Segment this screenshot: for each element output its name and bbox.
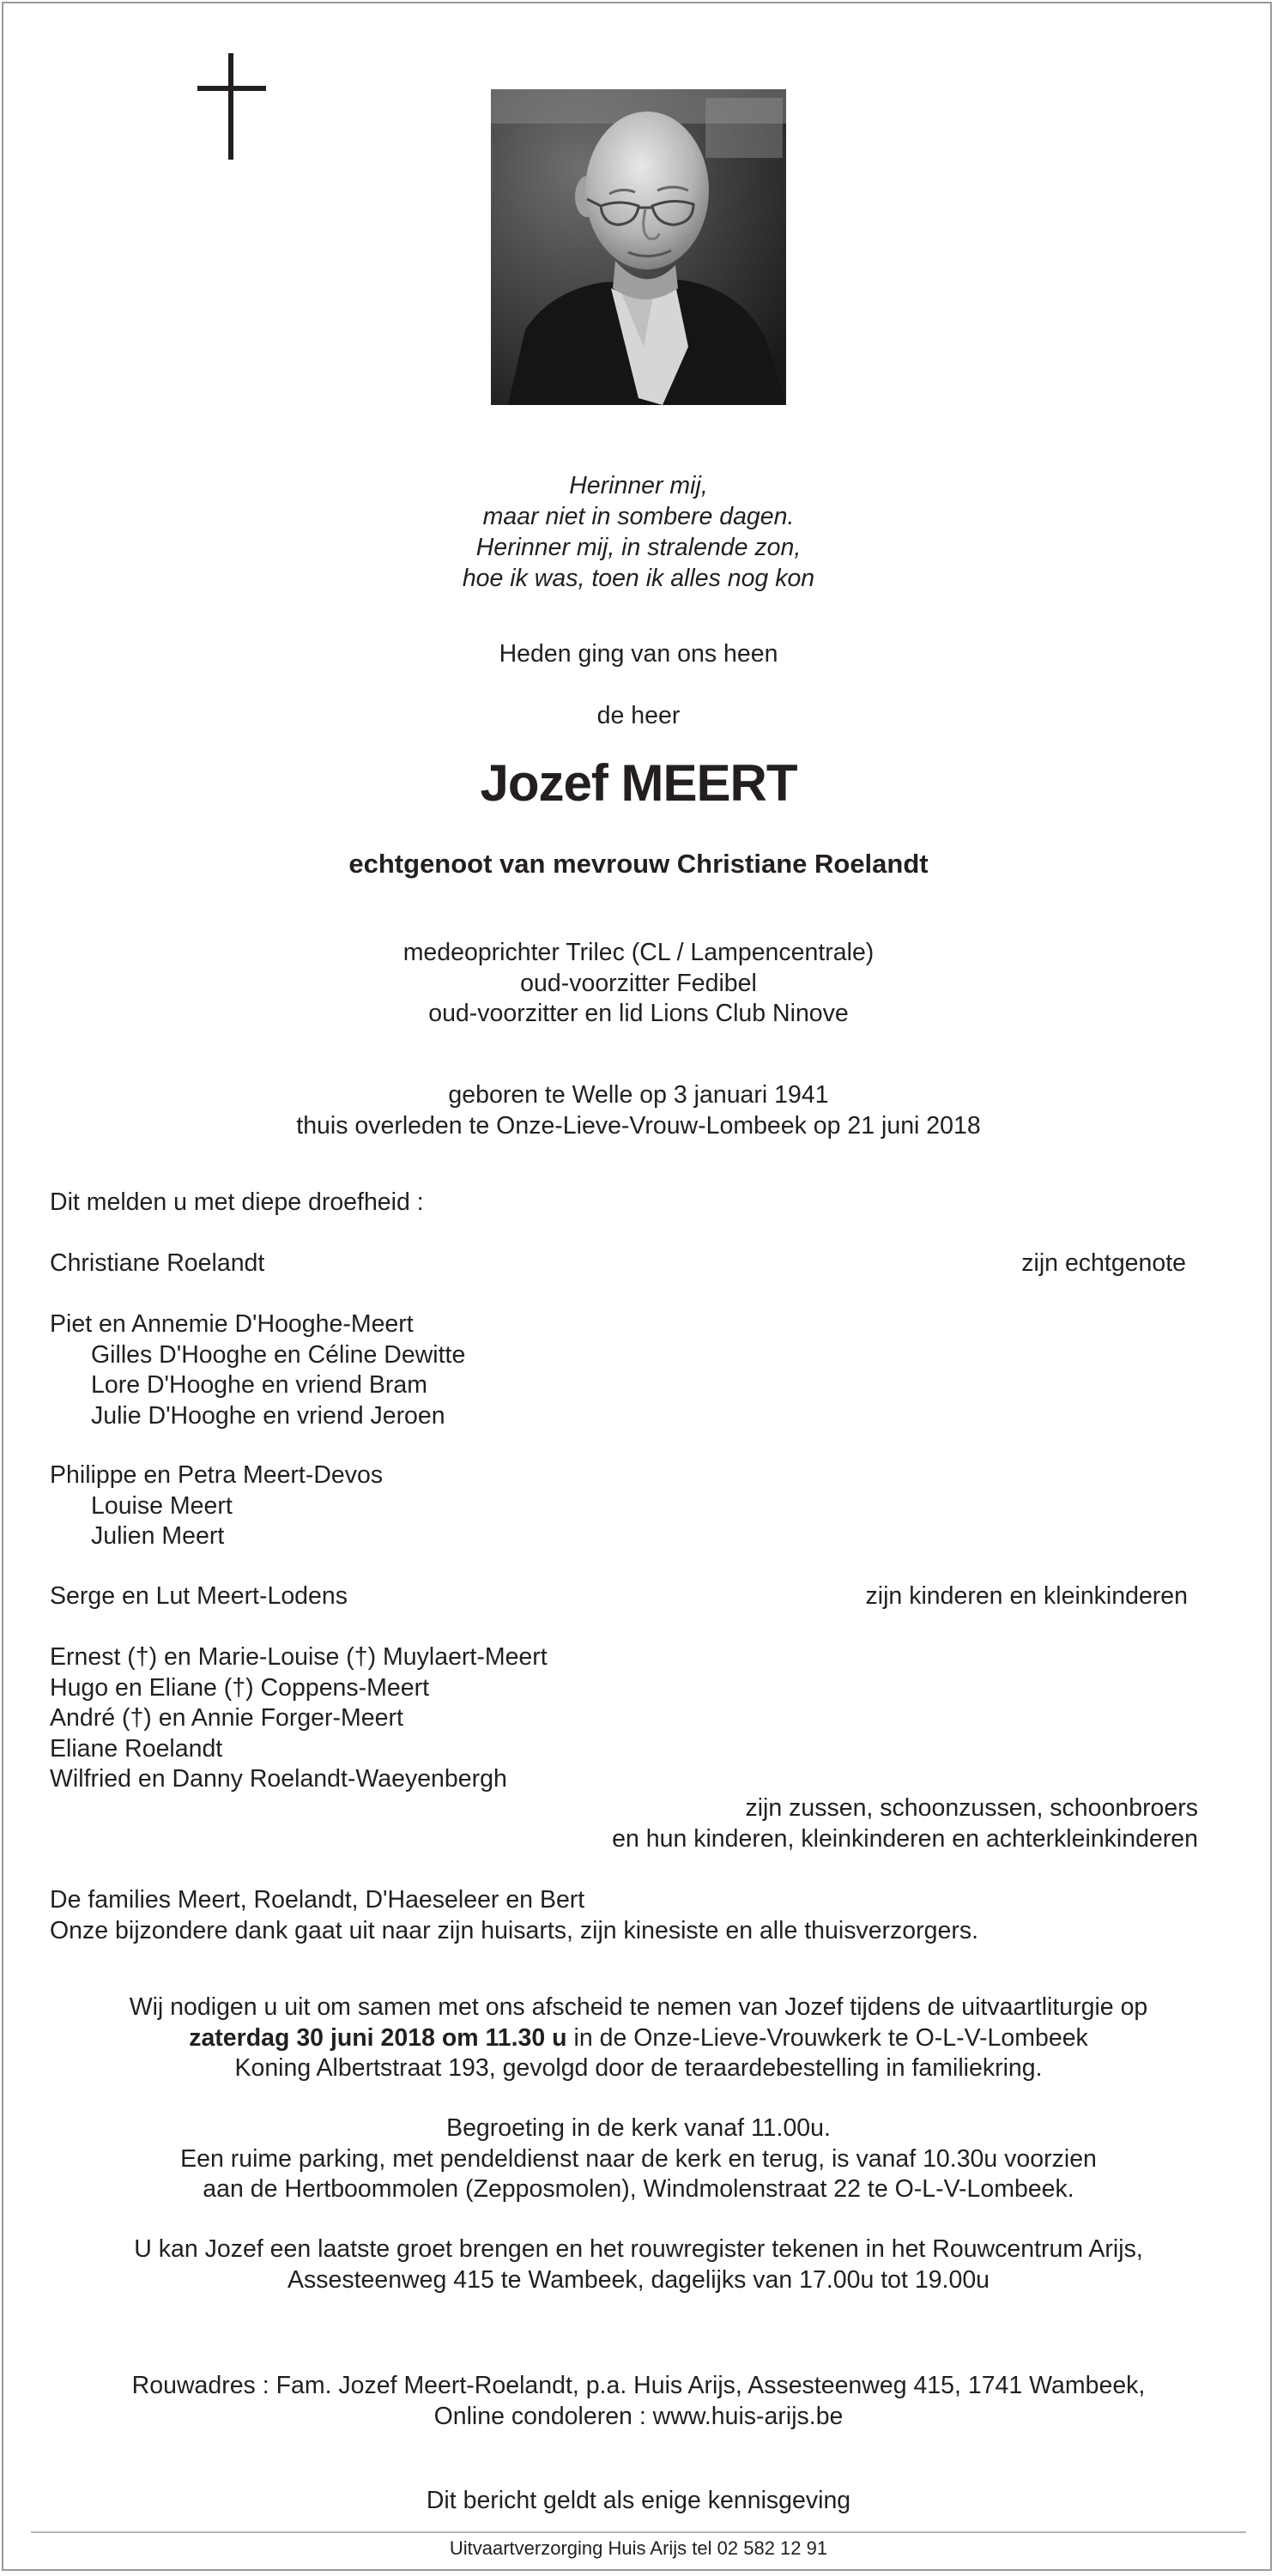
role-line: oud-voorzitter en lid Lions Club Ninove [428,1000,849,1027]
poem-line: Herinner mij, [569,472,708,499]
relation-line: zijn zussen, schoonzussen, schoonbroers [745,1794,1198,1822]
announce-line: Dit melden u met diepe droefheid : [50,1188,424,1216]
greeting-block [0,2113,1277,2205]
sibling-line: Eliane Roelandt [50,1734,223,1763]
spouse-relation: zijn echtgenote [1021,1249,1186,1277]
poem [0,470,1277,594]
address-block [0,2371,1277,2432]
visit-line: U kan Jozef een laatste groet brengen en het rouwregister tekenen in het Rouwcentrum Arijs, [134,2235,1143,2263]
siblings-block [50,1642,548,1795]
poem-line: maar niet in sombere dagen. [482,503,795,530]
family-head: Philippe en Petra Meert-Devos [50,1461,384,1489]
children-relation: zijn kinderen en kleinkinderen [865,1582,1188,1610]
closing-block [50,1885,978,1946]
family-block-1 [50,1309,465,1431]
family-member: Julie D'Hooghe en vriend Jeroen [91,1401,445,1430]
ceremony-date: zaterdag 30 juni 2018 om 11.30 u [189,2023,567,2052]
role-line: oud-voorzitter Fedibel [520,969,757,997]
ceremony-line: Wij nodigen u uit om samen met ons afscheid te nemen van Jozef tijdens de uitvaartliturgie op [129,1993,1148,2021]
intro-text: Heden ging van ons heen [499,640,778,668]
life-dates [0,1080,1277,1141]
family-head: Piet en Annemie D'Hooghe-Meert [50,1310,414,1338]
notice-line: Dit bericht geldt als enige kennisgeving [426,2487,851,2514]
greeting-line: Begroeting in de kerk vanaf 11.00u. [446,2114,831,2142]
spouse-line: echtgenoot van mevrouw Christiane Roelandt [348,849,929,879]
family-head: Serge en Lut Meert-Lodens [50,1582,348,1610]
family-member: Lore D'Hooghe en vriend Bram [91,1371,427,1399]
sibling-line: Hugo en Eliane (†) Coppens-Meert [50,1673,429,1702]
family-member: Gilles D'Hooghe en Céline Dewitte [91,1340,466,1369]
footer-divider [31,2531,1246,2533]
cross-icon [197,53,266,160]
poem-line: hoe ik was, toen ik alles nog kon [462,565,815,592]
ceremony-line [0,2023,1277,2054]
family-block-2 [50,1460,383,1552]
title-prefix: de heer [596,702,681,729]
relation-line: en hun kinderen, kleinkinderen en achterkleinkinderen [612,1824,1198,1853]
greeting-line: aan de Hertboommolen (Zepposmolen), Windmolenstraat 22 te O-L-V-Lombeek. [203,2175,1074,2203]
portrait-photo [491,89,786,405]
ceremony-line: Koning Albertstraat 193, gevolgd door de teraardebestelling in familiekring. [234,2054,1043,2082]
visit-block [0,2234,1277,2295]
siblings-relation [612,1793,1198,1854]
poem-line: Herinner mij, in stralende zon, [475,534,802,561]
address-line: Rouwadres : Fam. Jozef Meert-Roelandt, p.a. Huis Arijs, Assesteenweg 415, 1741 Wambeek, [131,2372,1146,2399]
greeting-line: Een ruime parking, met pendeldienst naar de kerk en terug, is vanaf 10.30u voorzien [180,2144,1097,2173]
ceremony-place: in de Onze-Lieve-Vrouwkerk te O-L-V-Lombeek [566,2023,1088,2052]
sibling-line: Ernest (†) en Marie-Louise (†) Muylaert-Meert [50,1643,548,1671]
sibling-line: Wilfried en Danny Roelandt-Waeyenbergh [50,1765,507,1793]
spouse-name: Christiane Roelandt [50,1249,265,1277]
condolence-line: Online condoleren : www.huis-arijs.be [433,2402,844,2430]
family-member: Louise Meert [91,1491,233,1520]
visit-line: Assesteenweg 415 te Wambeek, dagelijks van 17.00u tot 19.00u [287,2265,990,2294]
deceased-name: Jozef MEERT [480,754,797,812]
thanks-line: Onze bijzondere dank gaat uit naar zijn huisarts, zijn kinesiste en alle thuisverzorgers. [50,1916,978,1944]
sibling-line: André (†) en Annie Forger-Meert [50,1704,403,1732]
role-line: medeoprichter Trilec (CL / Lampencentrale) [402,939,875,966]
footer-text: Uitvaartverzorging Huis Arijs tel 02 582 12 91 [449,2537,828,2559]
birth-line: geboren te Welle op 3 januari 1941 [448,1081,829,1109]
death-line: thuis overleden te Onze-Lieve-Vrouw-Lombeek op 21 juni 2018 [296,1111,981,1140]
family-member: Julien Meert [91,1522,225,1550]
ceremony-block [0,1992,1277,2084]
roles [0,938,1277,1030]
families-line: De families Meert, Roelandt, D'Haeseleer en Bert [50,1886,585,1914]
